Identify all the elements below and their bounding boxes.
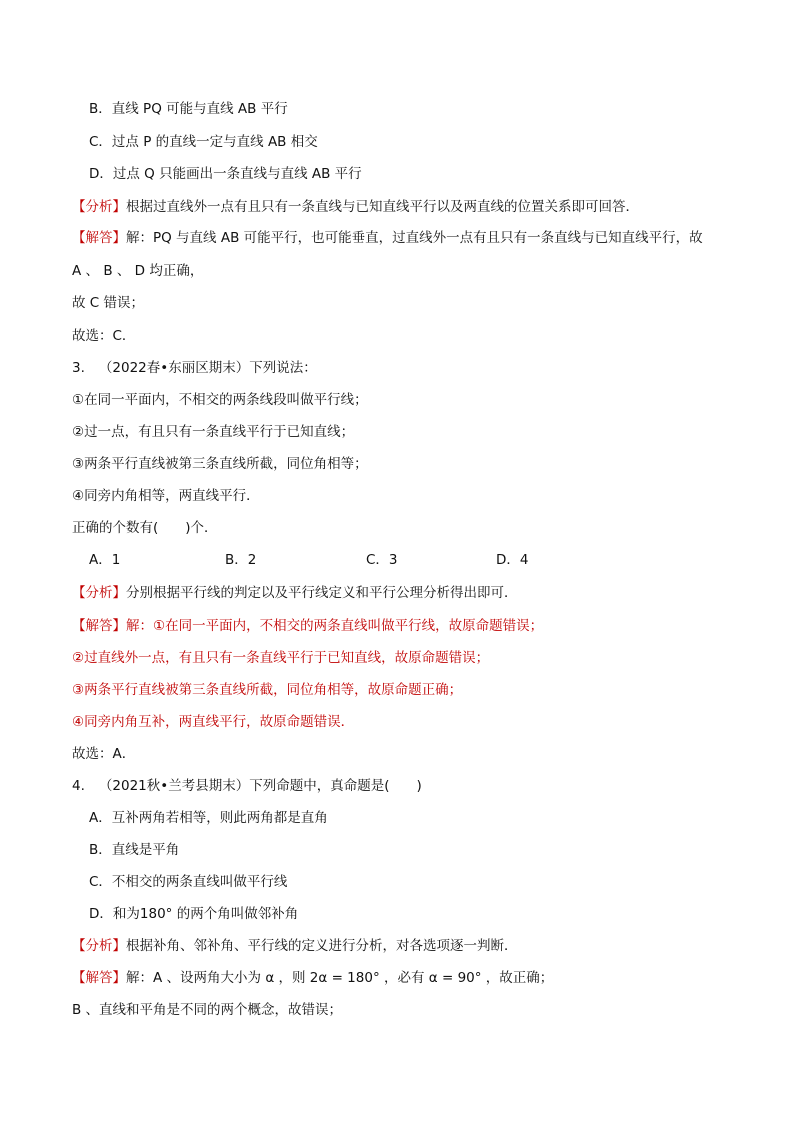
question-number: 4. <box>72 778 85 794</box>
q2-answer-line-4: 故选：C． <box>72 328 136 344</box>
q3-option-a: A．1 <box>89 552 121 568</box>
q4-answer-line-1 <box>72 968 553 988</box>
analysis-tag: 【分析】 <box>72 585 126 601</box>
q3-option-c: C．3 <box>366 552 398 568</box>
q3-answer-line-1 <box>72 616 543 636</box>
analysis-tag: 【分析】 <box>72 199 126 215</box>
answer-tag: 【解答】 <box>72 618 126 634</box>
q2-answer-line-1 <box>72 228 703 248</box>
question-stem: （2021秋•兰考县期末）下列命题中，真命题是( ) <box>98 778 422 794</box>
analysis-tag: 【分析】 <box>72 938 126 954</box>
q3-statement-4: ④同旁内角相等，两直线平行． <box>72 488 260 504</box>
answer-tag: 【解答】 <box>72 230 126 246</box>
q4-option-a: A．互补两角若相等，则此两角都是直角 <box>89 810 328 826</box>
q3-options <box>0 550 794 570</box>
q3-answer-line-2: ②过直线外一点，有且只有一条直线平行于已知直线，故原命题错误； <box>72 650 490 666</box>
q3-analysis <box>72 583 518 603</box>
q2-option-d: D．过点 Q 只能画出一条直线与直线 AB 平行 <box>89 166 362 182</box>
analysis-text: 根据补角、邻补角、平行线的定义进行分析，对各选项逐一判断． <box>126 938 518 954</box>
q4-stem <box>72 776 422 796</box>
answer-text: 解：PQ 与直线 AB 可能平行，也可能垂直，过直线外一点有且只有一条直线与已知直线平行，故 <box>126 230 703 246</box>
q4-option-d: D．和为180° 的两个角叫做邻补角 <box>89 906 299 922</box>
q3-question: 正确的个数有( )个． <box>72 520 218 536</box>
q2-option-c: C．过点 P 的直线一定与直线 AB 相交 <box>89 134 318 150</box>
q4-option-b: B．直线是平角 <box>89 842 180 858</box>
q4-option-c: C．不相交的两条直线叫做平行线 <box>89 874 288 890</box>
answer-tag: 【解答】 <box>72 970 126 986</box>
q3-statement-3: ③两条平行直线被第三条直线所截，同位角相等； <box>72 456 368 472</box>
answer-text: 解：A 、设两角大小为 α ，则 2α = 180° ，必有 α = 90° ，故正确； <box>126 970 554 986</box>
analysis-text: 分别根据平行线的判定以及平行线定义和平行公理分析得出即可． <box>126 585 518 601</box>
q2-option-b: B．直线 PQ 可能与直线 AB 平行 <box>89 101 288 117</box>
q3-answer-line-4: ④同旁内角互补，两直线平行，故原命题错误． <box>72 714 355 730</box>
analysis-text: 根据过直线外一点有且只有一条直线与已知直线平行以及两直线的位置关系即可回答． <box>126 199 639 215</box>
q3-statement-1: ①在同一平面内，不相交的两条线段叫做平行线； <box>72 392 368 408</box>
q2-answer-line-3: 故 C 错误； <box>72 295 145 311</box>
q4-answer-line-2: B 、直线和平角是不同的两个概念，故错误； <box>72 1002 343 1018</box>
question-number: 3. <box>72 360 85 376</box>
question-stem: （2022春•东丽区期末）下列说法： <box>98 360 317 376</box>
q3-option-b: B．2 <box>225 552 257 568</box>
q4-analysis <box>72 936 518 956</box>
q2-analysis <box>72 197 639 217</box>
q3-answer-line-3: ③两条平行直线被第三条直线所截，同位角相等，故原命题正确； <box>72 682 463 698</box>
q2-answer-line-2: A 、 B 、 D 均正确， <box>72 263 204 279</box>
q3-option-d: D．4 <box>496 552 529 568</box>
q3-statement-2: ②过一点，有且只有一条直线平行于已知直线； <box>72 424 355 440</box>
answer-text: 解：①在同一平面内，不相交的两条直线叫做平行线，故原命题错误； <box>126 618 544 634</box>
q3-choose: 故选：A． <box>72 746 136 762</box>
q3-stem <box>72 358 317 378</box>
